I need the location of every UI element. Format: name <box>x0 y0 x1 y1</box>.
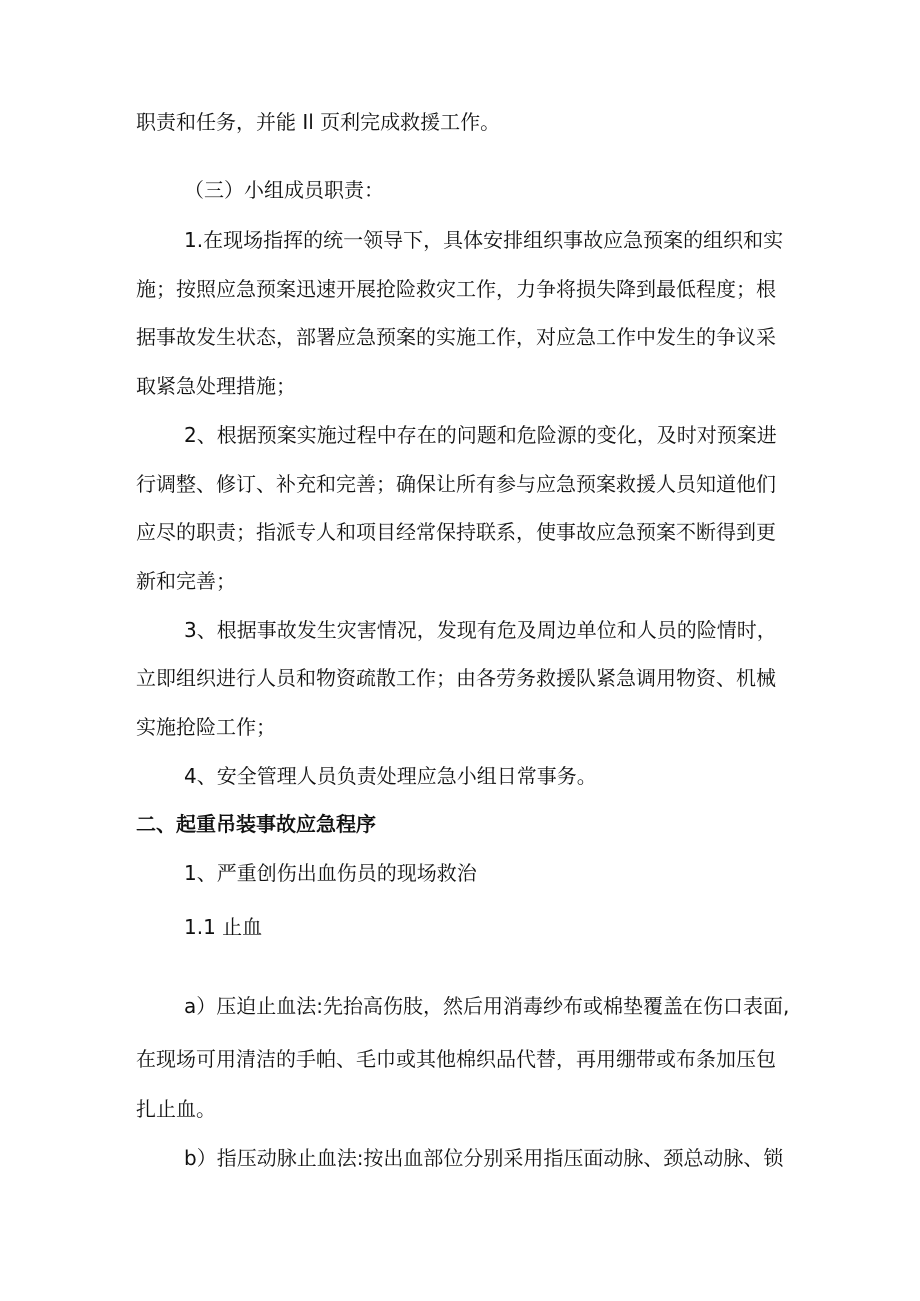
paragraph-line: 职责和任务，并能 Il 页利完成救援工作。 <box>136 110 501 134</box>
paragraph-line: 据事故发生状态，部署应急预案的实施工作，对应急工作中发生的争议采 <box>136 325 776 349</box>
paragraph-line: 施；按照应急预案迅速开展抢险救灾工作，力争将损失降到最低程度；根 <box>136 277 776 301</box>
chapter-heading: 二、起重吊装事故应急程序 <box>136 812 376 836</box>
paragraph-line: 扎止血。 <box>136 1097 216 1121</box>
subsection-heading: 1.1 止血 <box>184 915 263 939</box>
subsection-heading: 1、严重创伤出血伤员的现场救治 <box>184 861 477 885</box>
paragraph-line: 4、安全管理人员负责处理应急小组日常事务。 <box>184 764 597 788</box>
paragraph-line: 在现场可用清洁的手帕、毛巾或其他棉织品代替，再用绷带或布条加压包 <box>136 1047 776 1071</box>
paragraph-line: 新和完善； <box>136 569 236 593</box>
paragraph-line: 应尽的职责；指派专人和项目经常保持联系，使事故应急预案不断得到更 <box>136 520 776 544</box>
paragraph-line: 实施抢险工作； <box>136 715 276 739</box>
paragraph-line: 取紧急处理措施； <box>136 374 296 398</box>
paragraph-line: 立即组织进行人员和物资疏散工作；由各劳务救援队紧急调用物资、机械 <box>136 666 776 690</box>
paragraph-line: a）压迫止血法:先抬高伤肢，然后用消毒纱布或棉垫覆盖在伤口表面, <box>184 994 790 1018</box>
paragraph-line: b）指压动脉止血法:按出血部位分别采用指压面动脉、颈总动脉、锁 <box>184 1146 784 1170</box>
section-heading: （三）小组成员职责： <box>184 178 384 202</box>
paragraph-line: 3、根据事故发生灾害情况，发现有危及周边单位和人员的险情时， <box>184 618 777 642</box>
paragraph-line: 1.在现场指挥的统一领导下，具体安排组织事故应急预案的组织和实 <box>184 228 784 252</box>
paragraph-line: 行调整、修订、补充和完善；确保让所有参与应急预案救援人员知道他们 <box>136 472 776 496</box>
paragraph-line: 2、根据预案实施过程中存在的问题和危险源的变化，及时对预案进 <box>184 423 777 447</box>
